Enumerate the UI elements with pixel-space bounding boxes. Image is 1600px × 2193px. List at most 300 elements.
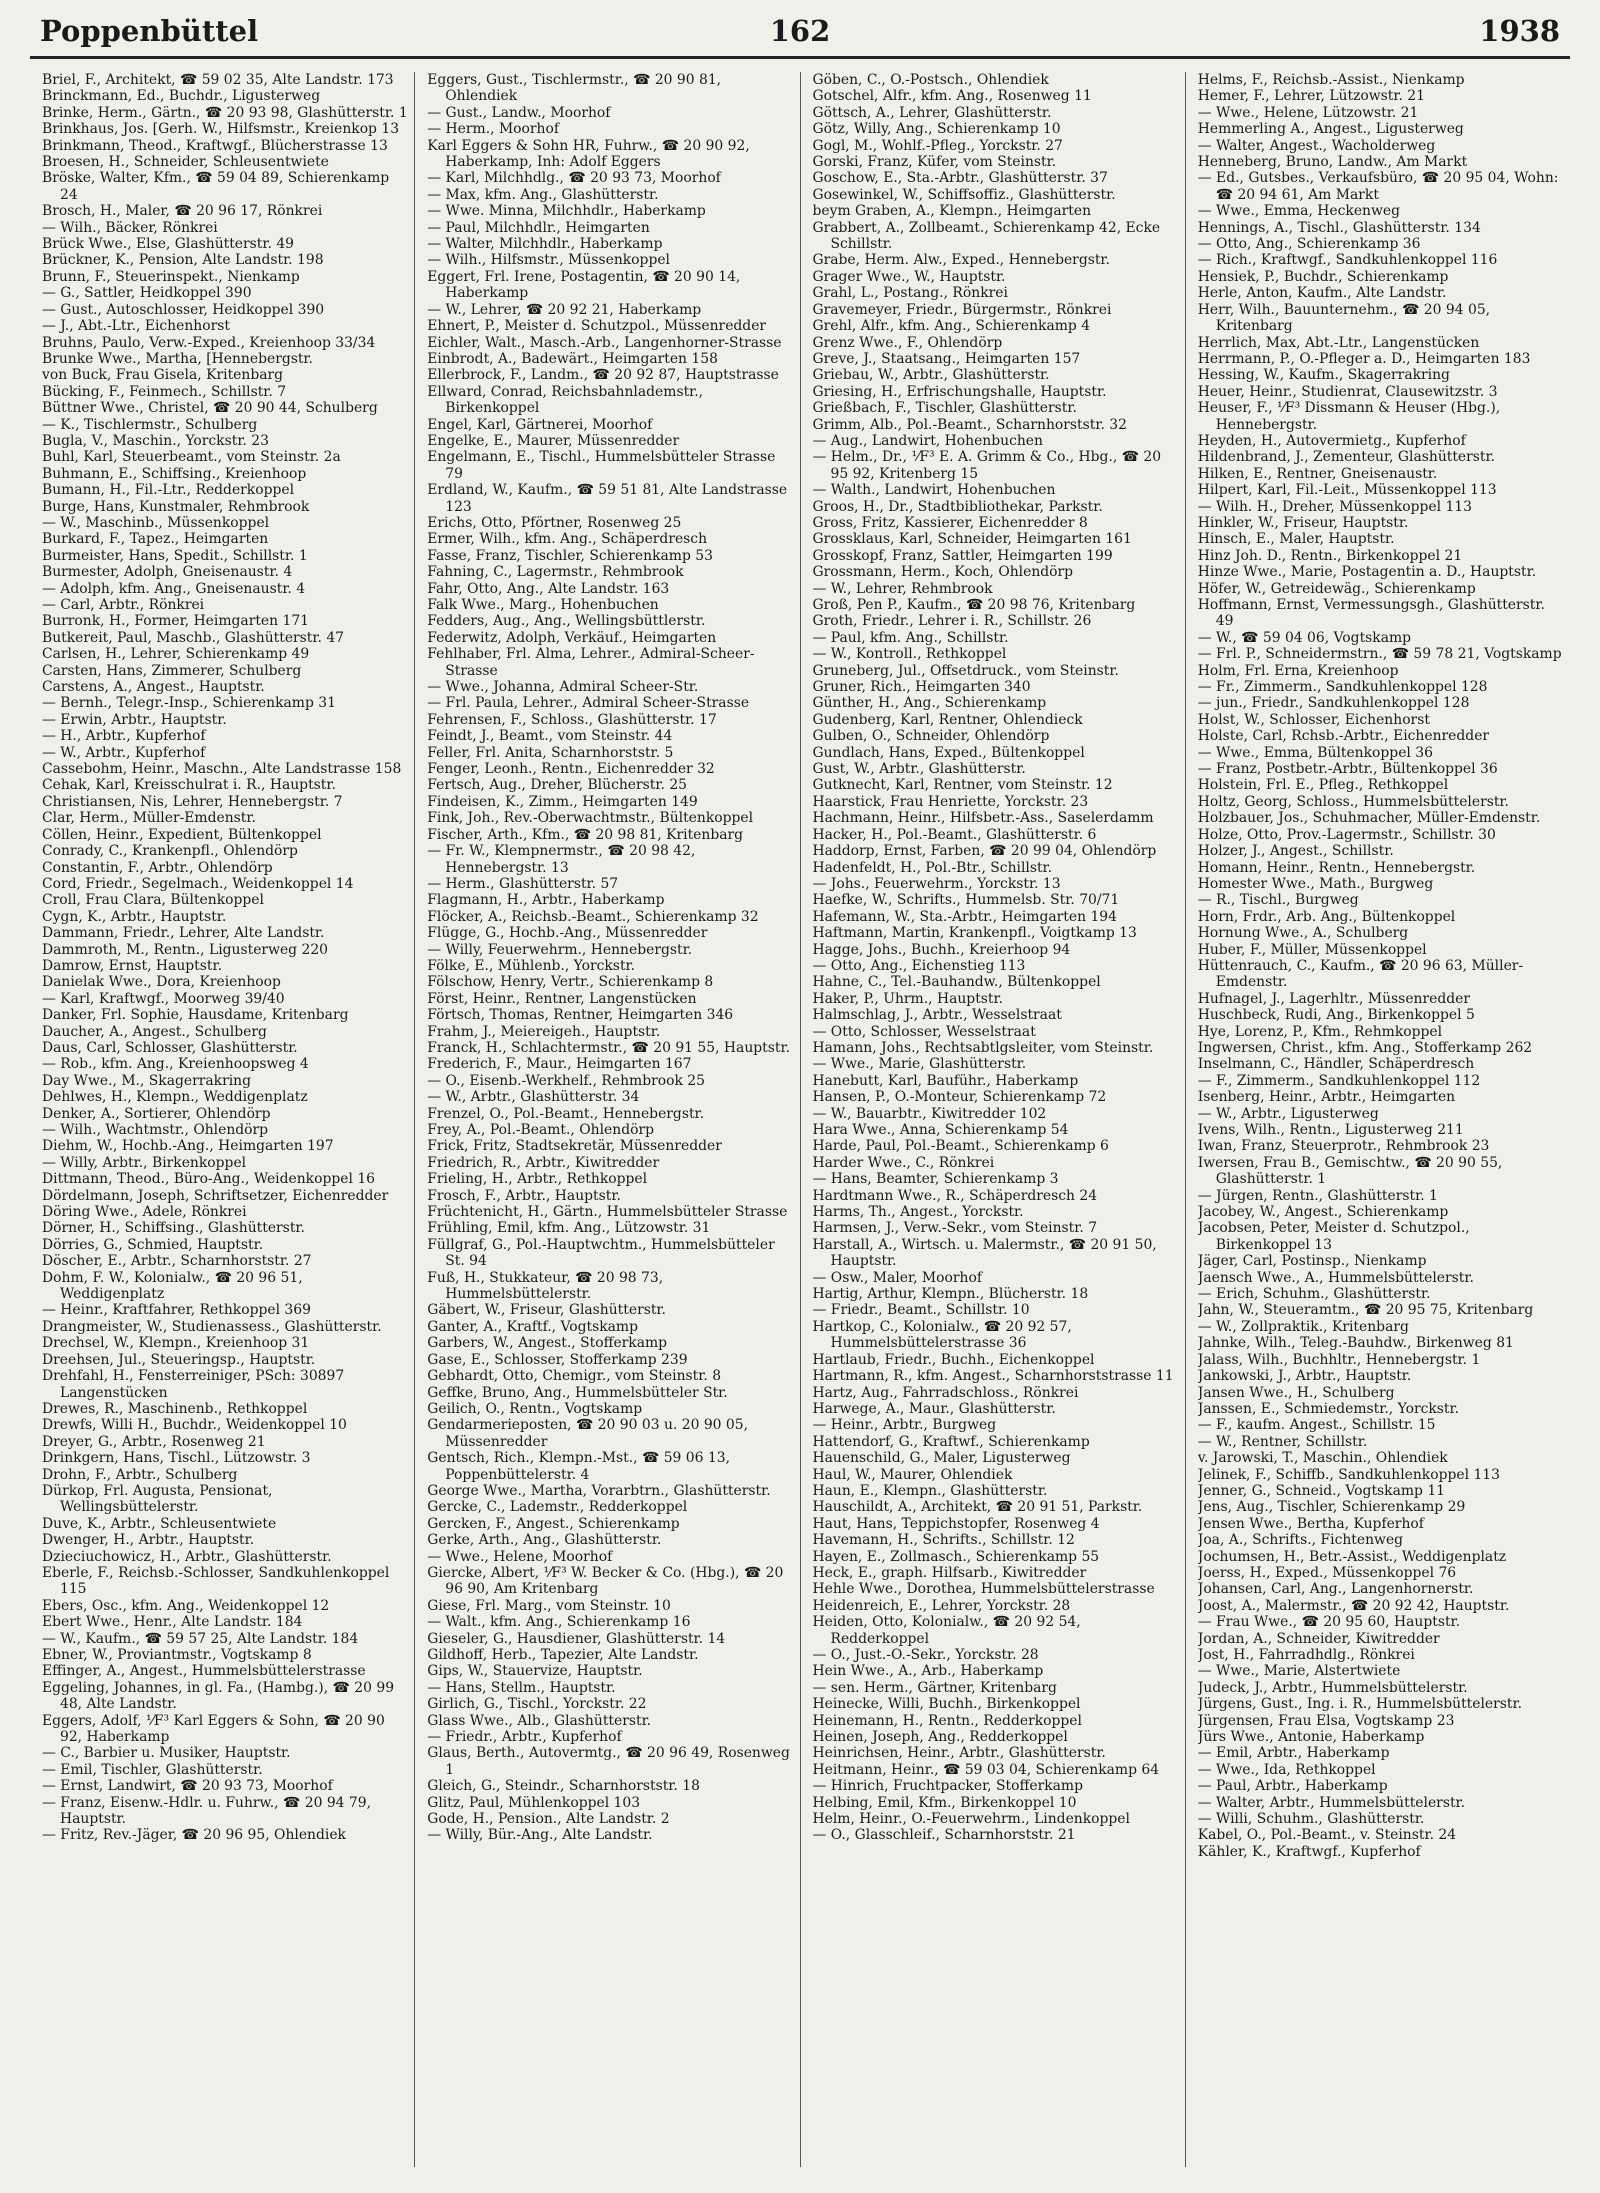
directory-entry: — Johs., Feuerwehrm., Yorckstr. 13 [812,875,1061,892]
directory-entry: Holm, Frl. Erna, Kreienhoop [1197,662,1399,679]
directory-entry: Homann, Heinr., Rentn., Hennebergstr. [1197,859,1476,876]
directory-entry: Burmeister, Hans, Spedit., Schillstr. 1 [42,547,308,564]
directory-entry: Conrady, C., Krankenpfl., Ohlendörp [42,843,298,860]
directory-entry: Hahne, C., Tel.-Bauhandw., Bültenkoppel [812,974,1101,991]
directory-entry: Day Wwe., M., Skagerrakring [42,1072,252,1089]
directory-entry: Helm, Heinr., O.-Feuerwehrm., Lindenkoppel [812,1811,1130,1828]
directory-entry: Croll, Frau Clara, Bültenkoppel [42,892,264,909]
directory-entry: — jun., Friedr., Sandkuhlenkoppel 128 [1197,695,1470,712]
directory-entry: Helbing, Emil, Kfm., Birkenkoppel 10 [812,1794,1077,1811]
directory-entry: Harder Wwe., C., Rönkrei [812,1154,995,1171]
directory-entry: Höfer, W., Getreidewäg., Schierenkamp [1197,580,1476,597]
directory-entry: Horn, Frdr., Arb. Ang., Bültenkoppel [1197,908,1456,925]
directory-entry: Gendarmerieposten, ☎ 20 90 03 u. 20 90 05, Müssenredder [427,1417,749,1450]
directory-entry: — W., Rentner, Schillstr. [1197,1433,1368,1450]
directory-entry: Hemmerling A., Angest., Ligusterweg [1197,121,1464,138]
directory-entry: — Otto, Ang., Eichenstieg 113 [812,957,1026,974]
place-name: Poppenbüttel [40,14,259,48]
directory-entry: Dohm, F. W., Kolonialw., ☎ 20 96 51, Weddigenplatz [42,1269,303,1303]
directory-entry: Janssen, E., Schmiedemstr., Yorckstr. [1197,1400,1460,1417]
directory-entry: — Heinr., Kraftfahrer, Rethkoppel 369 [42,1302,311,1319]
directory-entry: Hufnagel, J., Lagerhltr., Müssenredder [1197,990,1470,1007]
directory-entry: Eggert, Frl. Irene, Postagentin, ☎ 20 90 14, Haberkamp [427,268,741,302]
directory-entry: Hardtmann Wwe., R., Schäperdresch 24 [812,1187,1098,1204]
directory-entry: Carstens, A., Angest., Hauptstr. [42,679,265,696]
directory-entry: Inselmann, C., Händler, Schäperdresch [1197,1056,1475,1073]
directory-entry: Brunke Wwe., Martha, [Hennebergstr. [42,350,313,367]
directory-entry: Girlich, G., Tischl., Yorckstr. 22 [427,1696,647,1713]
directory-entry: Hauschildt, A., Architekt, ☎ 20 91 51, Parkstr. [812,1499,1143,1516]
directory-entry: Grenz Wwe., F., Ohlendörp [812,334,1003,351]
directory-entry: — Wwe. Minna, Milchhdlr., Haberkamp [427,203,706,220]
directory-entry: Dammann, Friedr., Lehrer, Alte Landstr. [42,925,325,942]
directory-entry: Brinke, Herm., Gärtn., ☎ 20 93 98, Glashütterstr. 1 [42,104,408,121]
directory-entry: — K., Tischlermstr., Schulberg [42,416,258,433]
directory-entry: Jochumsen, H., Betr.-Assist., Weddigenplatz [1197,1548,1507,1565]
directory-entry: — W., Maschinb., Müssenkoppel [42,514,270,531]
directory-entry: Ganter, A., Kraftf., Vogtskamp [427,1318,638,1335]
directory-entry: Herrmann, P., O.-Pfleger a. D., Heimgarten 183 [1197,350,1531,367]
directory-entry: — Osw., Maler, Moorhof [812,1269,982,1286]
directory-entry: Götz, Willy, Ang., Schierenkamp 10 [812,121,1061,138]
directory-entry: Feindt, J., Beamt., vom Steinstr. 44 [427,728,673,745]
directory-entry: — Wwe., Marie, Alstertwiete [1197,1663,1401,1680]
directory-entry: Bumann, H., Fil.-Ltr., Redderkoppel [42,482,295,499]
directory-entry: Drehfahl, H., Fensterreiniger, PSch: 30897 Langenstücken [42,1368,345,1401]
directory-entry: Grießbach, F., Tischler, Glashütterstr. [812,400,1077,417]
directory-entry: Dehlwes, H., Klempn., Weddigenplatz [42,1089,308,1106]
directory-entry: Förtsch, Thomas, Rentner, Heimgarten 346 [427,1007,734,1024]
directory-entry: Heidenreich, E., Lehrer, Yorckstr. 28 [812,1597,1071,1614]
directory-entry: — Wwe., Helene, Lützowstr. 21 [1197,104,1419,121]
directory-entry: — Carl, Arbtr., Rönkrei [42,597,205,613]
directory-entry: Haun, E., Klempn., Glashütterstr. [812,1482,1048,1499]
directory-entry: Dammroth, M., Rentn., Ligusterweg 220 [42,941,328,958]
directory-entry: — W., Bauarbtr., Kiwitredder 102 [812,1105,1047,1122]
directory-entry: Eberle, F., Reichsb.-Schlosser, Sandkuhlenkoppel 115 [42,1564,390,1598]
directory-entry: Harmsen, J., Verw.-Sekr., vom Steinstr. 7 [812,1220,1098,1237]
directory-entry: Gruner, Rich., Heimgarten 340 [812,679,1031,696]
directory-entry: Gäbert, W., Friseur, Glashütterstr. [427,1302,666,1319]
directory-entry: Gotschel, Alfr., kfm. Ang., Rosenweg 11 [812,88,1092,105]
directory-entry: Grossklaus, Karl, Schneider, Heimgarten 161 [812,531,1132,548]
directory-entry: Hüttenrauch, C., Kaufm., ☎ 20 96 63, Müller-Emdenstr. [1197,957,1524,991]
directory-entry: Gundlach, Hans, Exped., Bültenkoppel [812,744,1085,761]
directory-entry: Falk Wwe., Marg., Hohenbuchen [427,597,659,613]
directory-entry: Butkereit, Paul, Maschb., Glashütterstr. 47 [42,629,345,646]
directory-entry: Holtz, Georg, Schloss., Hummelsbüttelerstr. [1197,793,1509,810]
directory-entry: Dördelmann, Joseph, Schriftsetzer, Eichenredder [42,1187,389,1204]
directory-entry: Heinen, Joseph, Ang., Redderkoppel [812,1729,1068,1746]
directory-entry: Hildenbrand, J., Zementeur, Glashütterstr. [1197,449,1496,466]
directory-entry: Gust, W., Arbtr., Glashütterstr. [812,761,1026,778]
directory-entry: Dreehsen, Jul., Steueringsp., Hauptstr. [42,1351,316,1368]
directory-entry: Jürs Wwe., Antonie, Haberkamp [1197,1729,1425,1746]
directory-entry: Holzbauer, Jos., Schuhmacher, Müller-Emdenstr. [1197,810,1541,827]
directory-entry: Ellerbrock, F., Landm., ☎ 20 92 87, Hauptstrasse [427,367,779,384]
directory-entry: — Karl, Kraftwgf., Moorweg 39/40 [42,990,285,1007]
directory-entry: Dürkop, Frl. Augusta, Pensionat, Wellingsbüttelerstr. [42,1482,273,1516]
directory-entry: Griesing, H., Erfrischungshalle, Hauptstr. [812,383,1107,400]
directory-entry: — W., Arbtr., Kupferhof [42,744,206,761]
directory-entry: — C., Barbier u. Musiker, Hauptstr. [42,1745,291,1762]
directory-entry: Denker, A., Sortierer, Ohlendörp [42,1105,271,1122]
directory-entry: Greve, J., Staatsang., Heimgarten 157 [812,350,1081,367]
directory-entry: Jürgensen, Frau Elsa, Vogtskamp 23 [1197,1712,1455,1729]
directory-entry: Döscher, E., Arbtr., Scharnhorststr. 27 [42,1253,312,1270]
directory-entry: — Walter, Angest., Wacholderweg [1197,137,1436,154]
directory-entry: Damrow, Ernst, Hauptstr. [42,957,222,974]
directory-entry: Hamann, Johs., Rechtsabtlgsleiter, vom Steinstr. [812,1039,1154,1056]
directory-entry: — Wilh., Hilfsmstr., Müssenkoppel [427,252,670,269]
directory-entry: — Rob., kfm. Ang., Kreienhoopsweg 4 [42,1056,309,1073]
directory-entry: Gildhoff, Herb., Tapezier, Alte Landstr. [427,1647,699,1663]
directory-entry: Buhmann, E., Schiffsing., Kreienhoop [42,465,307,482]
directory-entry: Gosewinkel, W., Schiffsoffiz., Glashütterstr. [812,186,1116,203]
directory-entry: — Erwin, Arbtr., Hauptstr. [42,711,227,728]
directory-entry: — Herm., Moorhof [427,121,559,138]
directory-entry: Cygn, K., Arbtr., Hauptstr. [42,908,227,925]
directory-entry: — Wwe., Marie, Glashütterstr. [812,1056,1027,1073]
directory-entry: — Franz, Postbetr.-Arbtr., Bültenkoppel 36 [1197,761,1498,778]
directory-entry: Frahm, J., Meiereigeh., Hauptstr. [427,1023,661,1040]
directory-entry: — Fr. W., Klempnermstr., ☎ 20 98 42, Hennebergstr. 13 [427,843,696,876]
directory-entry: Brinkhaus, Jos. [Gerh. W., Hilfsmstr., Kreienkop 13 [42,121,400,138]
directory-entry: Drinkgern, Hans, Tischl., Lützowstr. 3 [42,1450,311,1467]
directory-entry: Giese, Frl. Marg., vom Steinstr. 10 [427,1597,671,1614]
directory-entry: Hoffmann, Ernst, Vermessungsgh., Glashütterstr. 49 [1197,597,1545,630]
directory-entry: Burmester, Adolph, Gneisenaustr. 4 [42,564,293,581]
directory-entry: Huber, F., Müller, Müssenkoppel [1197,941,1427,958]
directory-entry: Harstall, A., Wirtsch. u. Malermstr., ☎ 20 91 50, Hauptstr. [812,1236,1157,1270]
directory-entry: Homester Wwe., Math., Burgweg [1197,875,1434,892]
directory-entry: — Willi, Schuhm., Glashütterstr. [1197,1811,1425,1828]
directory-entry: Haul, W., Maurer, Ohlendiek [812,1466,1013,1483]
directory-entry: Helms, F., Reichsb.-Assist., Nienkamp [1197,72,1465,88]
directory-entry: Grossmann, Herm., Koch, Ohlendörp [812,564,1074,581]
directory-entry: Flagmann, H., Arbtr., Haberkamp [427,892,665,909]
directory-entry: Frosch, F., Arbtr., Hauptstr. [427,1187,621,1204]
directory-entry: Ellward, Conrad, Reichsbahnlademstr., Birkenkoppel [427,383,704,417]
directory-entry: Grahl, L., Postang., Rönkrei [812,285,1008,302]
directory-entry: Bröske, Walter, Kfm., ☎ 59 04 89, Schierenkamp 24 [42,170,390,203]
directory-entry: — Wwe., Helene, Moorhof [427,1548,613,1565]
directory-entry: Hilpert, Karl, Fil.-Leit., Müssenkoppel 113 [1197,482,1497,499]
directory-entry: Fahning, C., Lagermstr., Rehmbrook [427,564,684,581]
directory-entry: — W., Lehrer, ☎ 20 92 21, Haberkamp [427,301,702,318]
directory-entry: — Wwe., Ida, Rethkoppel [1197,1761,1376,1778]
directory-entry: — Otto, Schlosser, Wesselstraat [812,1023,1036,1040]
directory-entry: — Franz, Eisenw.-Hdlr. u. Fuhrw., ☎ 20 94 79, Hauptstr. [42,1794,372,1828]
directory-entry: Ivens, Wilh., Rentn., Ligusterweg 211 [1197,1122,1464,1138]
directory-entry: Gase, E., Schlosser, Stofferkamp 239 [427,1351,688,1368]
directory-entry: Hartlaub, Friedr., Buchh., Eichenkoppel [812,1351,1095,1368]
directory-entry: Heinrichsen, Heinr., Arbtr., Glashütterstr. [812,1745,1106,1762]
directory-entry: Frieling, H., Arbtr., Rethkoppel [427,1171,648,1188]
directory-entry: — Jürgen, Rentn., Glashütterstr. 1 [1197,1187,1438,1204]
directory-entry: Haddorp, Ernst, Farben, ☎ 20 99 04, Ohlendörp [812,843,1157,860]
directory-entry: Franck, H., Schlachtermstr., ☎ 20 91 55, Hauptstr. [427,1039,790,1056]
directory-entry: Bücking, F., Feinmech., Schillstr. 7 [42,383,287,400]
directory-entry: Jankowski, J., Arbtr., Hauptstr. [1197,1368,1412,1385]
directory-entry: Jahn, W., Steueramtm., ☎ 20 95 75, Kritenbarg [1197,1302,1534,1319]
directory-entry: Constantin, F., Arbtr., Ohlendörp [42,859,273,876]
directory-entry: Friedrich, R., Arbtr., Kiwitredder [427,1154,660,1171]
directory-entry: Hinsch, E., Maler, Hauptstr. [1197,531,1395,548]
directory-entry: Fölke, E., Mühlenb., Yorckstr. [427,957,636,974]
directory-entry: Feller, Frl. Anita, Scharnhorststr. 5 [427,744,674,761]
directory-entry: Dörries, G., Schmied, Hauptstr. [42,1236,264,1253]
directory-entry: Herr, Wilh., Bauunternehm., ☎ 20 94 05, Kritenbarg [1197,301,1491,335]
directory-entry: Garbers, W., Angest., Stofferkamp [427,1335,668,1352]
directory-entry: Findeisen, K., Zimm., Heimgarten 149 [427,793,698,810]
directory-entry: — Walt., kfm. Ang., Schierenkamp 16 [427,1614,691,1631]
directory-entry: Göben, C., O.-Postsch., Ohlendiek [812,72,1049,88]
directory-entry: Jordan, A., Schneider, Kiwitredder [1197,1630,1440,1647]
directory-entry: — Hinrich, Fruchtpacker, Stofferkamp [812,1778,1083,1795]
directory-entry: Groth, Friedr., Lehrer i. R., Schillstr. 26 [812,613,1092,630]
directory-entry: Danielak Wwe., Dora, Kreienhoop [42,974,281,991]
directory-entry: Heyden, H., Autovermietg., Kupferhof [1197,432,1466,449]
directory-entry: — Walter, Milchhdlr., Haberkamp [427,236,663,253]
directory-entry: Fehrensen, F., Schloss., Glashütterstr. 17 [427,711,717,728]
directory-entry: Eggers, Adolf, ⅟F³ Karl Eggers & Sohn, ☎ 20 90 92, Haberkamp [42,1712,385,1746]
directory-entry: — Helm., Dr., ⅟F³ E. A. Grimm & Co., Hbg., ☎ 20 95 92, Kritenberg 15 [812,449,1162,482]
directory-entry: — W., ☎ 59 04 06, Vogtskamp [1197,629,1412,646]
directory-entry: Grehl, Alfr., kfm. Ang., Schierenkamp 4 [812,318,1091,335]
directory-entry: — Herm., Glashütterstr. 57 [427,875,619,892]
directory-entry: Judeck, J., Arbtr., Hummelsbüttelerstr. [1197,1679,1468,1696]
directory-entry: Daus, Carl, Schlosser, Glashütterstr. [42,1039,298,1056]
directory-entry: — J., Abt.-Ltr., Eichenhorst [42,318,230,335]
directory-entry: Heuer, Heinr., Studienrat, Clausewitzstr. 3 [1197,383,1498,400]
directory-entry: — Erich, Schuhm., Glashütterstr. [1197,1286,1431,1303]
directory-entry: — Frl. P., Schneidermstrn., ☎ 59 78 21, Vogtskamp [1197,646,1562,663]
directory-entry: Gogl, M., Wohlf.-Pfleg., Yorckstr. 27 [812,137,1063,154]
directory-entry: Engel, Karl, Gärtnerei, Moorhof [427,416,653,433]
directory-entry: Hacker, H., Pol.-Beamt., Glashütterstr. 6 [812,826,1097,843]
directory-entry: Carsten, Hans, Zimmerer, Schulberg [42,662,302,679]
directory-entry: — Willy, Bür.-Ang., Alte Landstr. [427,1827,653,1844]
directory-entry: Joa, A., Schrifts., Fichtenweg [1197,1532,1404,1549]
directory-entry: Christiansen, Nis, Lehrer, Hennebergstr. 7 [42,793,343,810]
directory-entry: Hafemann, W., Sta.-Arbtr., Heimgarten 194 [812,908,1117,925]
directory-entry: Drechsel, W., Klempn., Kreienhoop 31 [42,1335,310,1352]
directory-entry: Cassebohm, Heinr., Maschn., Alte Landstrasse 158 [42,761,402,778]
directory-entry: — Frl. Paula, Lehrer., Admiral Scheer-Strasse [427,695,750,712]
directory-entry: Jost, H., Fahrradhdlg., Rönkrei [1197,1647,1415,1663]
directory-entry: Eggeling, Johannes, in gl. Fa., (Hambg.), ☎ 20 99 48, Alte Landstr. [42,1679,395,1713]
directory-entry: Burronk, H., Former, Heimgarten 171 [42,613,310,630]
directory-entry: Gross, Fritz, Kassierer, Eichenredder 8 [812,514,1088,531]
directory-entry: Gerke, Arth., Ang., Glashütterstr. [427,1532,662,1549]
directory-entry: Ebers, Osc., kfm. Ang., Weidenkoppel 12 [42,1597,330,1614]
directory-entry: Hartig, Arthur, Klempn., Blücherstr. 18 [812,1286,1089,1303]
directory-entry: Hayen, E., Zollmasch., Schierenkamp 55 [812,1548,1100,1565]
directory-entry: Cord, Friedr., Segelmach., Weidenkoppel 14 [42,875,354,892]
directory-entry: Groos, H., Dr., Stadtbibliothekar, Parkstr. [812,498,1103,515]
directory-entry: Brinkmann, Theod., Kraftwgf., Blücherstrasse 13 [42,137,388,154]
directory-entry: Erdland, W., Kaufm., ☎ 59 51 81, Alte Landstrasse 123 [427,482,788,515]
directory-entry: Hennings, A., Tischl., Glashütterstr. 134 [1197,219,1481,236]
directory-entry: Först, Heinr., Rentner, Langenstücken [427,990,697,1007]
directory-entry: Drewes, R., Maschinenb., Rethkoppel [42,1400,308,1417]
directory-entry: George Wwe., Martha, Vorarbtrn., Glashütterstr. [427,1482,771,1499]
directory-entry: — Paul, kfm. Ang., Schillstr. [812,629,1009,646]
directory-entry: Hartz, Aug., Fahrradschloss., Rönkrei [812,1384,1079,1401]
directory-entry: Harde, Paul, Pol.-Beamt., Schierenkamp 6 [812,1138,1109,1155]
directory-entry: Kähler, K., Kraftwgf., Kupferhof [1197,1843,1421,1860]
directory-entry: Hehle Wwe., Dorothea, Hummelsbüttelerstrasse [812,1581,1155,1598]
directory-entry: Erichs, Otto, Pförtner, Rosenweg 25 [427,514,682,531]
directory-entry: — H., Arbtr., Kupferhof [42,728,206,745]
directory-entry: Duve, K., Arbtr., Schleusentwiete [42,1515,277,1532]
directory-entry: Frühling, Emil, kfm. Ang., Lützowstr. 31 [427,1220,711,1237]
directory-entry: Eichler, Walt., Masch.-Arb., Langenhorner-Strasse [427,334,782,351]
directory-entry: Glaus, Berth., Autovermtg., ☎ 20 96 49, Rosenweg 1 [427,1745,790,1778]
directory-entry: Hessing, W., Kaufm., Skagerrakring [1197,367,1450,384]
directory-entry: Jürgens, Gust., Ing. i. R., Hummelsbüttelerstr. [1197,1696,1523,1713]
directory-entry: Hansen, P., O.-Monteur, Schierenkamp 72 [812,1089,1107,1106]
directory-entry: Hinze Wwe., Marie, Postagentin a. D., Hauptstr. [1197,564,1537,581]
directory-entry: Ebner, W., Proviantmstr., Vogtskamp 8 [42,1647,312,1663]
directory-entry: — Karl, Milchhdlg., ☎ 20 93 73, Moorhof [427,170,721,187]
directory-entry: — Emil, Tischler, Glashütterstr. [42,1761,263,1778]
directory-entry: Füllgraf, G., Pol.-Hauptwchtm., Hummelsbütteler St. 94 [427,1236,775,1270]
directory-entry: — Ernst, Landwirt, ☎ 20 93 73, Moorhof [42,1778,333,1795]
directory-entry: Hinkler, W., Friseur, Hauptstr. [1197,514,1409,531]
directory-entry: — W., Lehrer, Rehmbrook [812,580,993,597]
directory-entry: — W., Zollpraktik., Kritenbarg [1197,1318,1409,1335]
directory-entry: — Ed., Gutsbes., Verkaufsbüro, ☎ 20 95 04, Wohn: ☎ 20 94 61, Am Markt [1197,170,1559,203]
directory-entry: Hadenfeldt, H., Pol.-Btr., Schillstr. [812,859,1053,876]
directory-entry: — sen. Herm., Gärtner, Kritenbarg [812,1679,1057,1696]
directory-entry: Iwersen, Frau B., Gemischtw., ☎ 20 90 55, Glashütterstr. 1 [1197,1154,1503,1188]
directory-entry: Heitmann, Heinr., ☎ 59 03 04, Schierenkamp 64 [812,1761,1160,1778]
directory-entry: Holste, Carl, Rchsb.-Arbtr., Eichenredder [1197,728,1490,745]
directory-entry: — Wilh., Bäcker, Rönkrei [42,219,218,236]
directory-entry: Diehm, W., Hochb.-Ang., Heimgarten 197 [42,1138,334,1155]
directory-entry: — Paul, Arbtr., Haberkamp [1197,1778,1388,1795]
directory-entry: Haefke, W., Schrifts., Hummelsb. Str. 70/71 [812,892,1120,909]
directory-entry: Frederich, F., Maur., Heimgarten 167 [427,1056,692,1073]
directory-entry: Ehnert, P., Meister d. Schutzpol., Müssenredder [427,318,767,335]
directory-entry: Gebhardt, Otto, Chemigr., vom Steinstr. 8 [427,1368,722,1385]
directory-entry: — O., Glasschleif., Scharnhorststr. 21 [812,1827,1076,1844]
directory-entry: Frey, A., Pol.-Beamt., Ohlendörp [427,1122,654,1138]
directory-entry: Holze, Otto, Prov.-Lagermstr., Schillstr. 30 [1197,826,1496,843]
directory-entry: Hensiek, P., Buchdr., Schierenkamp [1197,268,1449,285]
directory-entry: Hartmann, R., kfm. Angest., Scharnhorststrasse 11 [812,1368,1174,1385]
directory-entry: — Wwe., Emma, Bültenkoppel 36 [1197,744,1433,761]
directory-entry: Hartkop, C., Kolonialw., ☎ 20 92 57, Hummelsbüttelerstrasse 36 [812,1318,1072,1352]
directory-entry: — Otto, Ang., Schierenkamp 36 [1197,236,1421,253]
directory-entry: Brückner, K., Pension, Alte Landstr. 198 [42,252,324,269]
directory-entry: Kabel, O., Pol.-Beamt., v. Steinstr. 24 [1197,1827,1457,1844]
directory-entry: Henneberg, Bruno, Landw., Am Markt [1197,154,1468,171]
directory-entry: Cehak, Karl, Kreisschulrat i. R., Hauptstr. [42,777,336,794]
directory-entry: Brunn, F., Steuerinspekt., Nienkamp [42,268,300,285]
directory-entry: Brosch, H., Maler, ☎ 20 96 17, Rönkrei [42,203,323,220]
directory-entry: — F., kaufm. Angest., Schillstr. 15 [1197,1417,1436,1434]
directory-entry: Fuß, H., Stukkateur, ☎ 20 98 73, Hummelsbüttelerstr. [427,1269,664,1303]
directory-entry: Broesen, H., Schneider, Schleusentwiete [42,154,329,171]
directory-entry: Jens, Aug., Tischler, Schierenkamp 29 [1197,1499,1466,1516]
directory-entry: Hagge, Johs., Buchh., Kreierhoop 94 [812,941,1071,958]
directory-entry: Groß, Pen P., Kaufm., ☎ 20 98 76, Kritenbarg [812,597,1136,613]
directory-entry: Gudenberg, Karl, Rentner, Ohlendieck [812,711,1083,728]
directory-entry: Grosskopf, Franz, Sattler, Heimgarten 199 [812,547,1113,564]
directory-entry: — Frau Wwe., ☎ 20 95 60, Hauptstr. [1197,1614,1461,1631]
directory-entry: Glitz, Paul, Mühlenkoppel 103 [427,1794,641,1811]
directory-entry: Grabbert, A., Zollbeamt., Schierenkamp 42, Ecke Schillstr. [812,219,1161,253]
directory-entry: Dzieciuchowicz, H., Arbtr., Glashütterstr. [42,1548,332,1565]
directory-entry: — Fr., Zimmerm., Sandkuhlenkoppel 128 [1197,679,1488,696]
directory-entry: Drohn, F., Arbtr., Schulberg [42,1466,238,1483]
directory-entry: Jalass, Wilh., Buchhltr., Hennebergstr. 1 [1197,1351,1481,1368]
directory-entry: Heinecke, Willi, Buchh., Birkenkoppel [812,1696,1081,1713]
directory-entry: Holst, W., Schlosser, Eichenhorst [1197,711,1430,728]
directory-entry: Hauenschild, G., Maler, Ligusterweg [812,1450,1071,1467]
directory-entry: Holstein, Frl. E., Pfleg., Rethkoppel [1197,777,1449,794]
directory-entry: Brinckmann, Ed., Buchdr., Ligusterweg [42,88,321,105]
directory-entry: Havemann, H., Schrifts., Schillstr. 12 [812,1532,1075,1549]
directory-entry: — F., Zimmerm., Sandkuhlenkoppel 112 [1197,1072,1481,1089]
directory-entry: Ebert Wwe., Henr., Alte Landstr. 184 [42,1614,303,1631]
directory-columns [42,72,1570,2167]
directory-entry: — R., Tischl., Burgweg [1197,892,1359,909]
directory-entry: Dwenger, H., Arbtr., Hauptstr. [42,1532,255,1549]
directory-entry: Heck, E., graph. Hilfsarb., Kiwitredder [812,1564,1087,1581]
directory-entry: — Hans, Stellm., Hauptstr. [427,1679,616,1696]
directory-entry: — Heinr., Arbtr., Burgweg [812,1417,997,1434]
directory-entry: Glass Wwe., Alb., Glashütterstr. [427,1712,652,1729]
directory-entry: Joost, A., Malermstr., ☎ 20 92 42, Hauptstr. [1197,1597,1510,1614]
directory-entry: Engelmann, E., Tischl., Hummelsbütteler Strasse 79 [427,449,776,482]
directory-entry: Drangmeister, W., Studienassess., Glashütterstr. [42,1318,382,1335]
directory-entry: Heiden, Otto, Kolonialw., ☎ 20 92 54, Redderkoppel [812,1614,1081,1647]
directory-entry: Haftmann, Martin, Krankenpfl., Voigtkamp 13 [812,925,1137,942]
directory-entry: Fehlhaber, Frl. Alma, Lehrer., Admiral-Scheer-Strasse [427,646,755,679]
column-3 [813,72,1186,2167]
directory-entry: Grabe, Herm. Alw., Exped., Hennebergstr. [812,252,1110,269]
directory-entry: Giercke, Albert, ⅟F³ W. Becker & Co. (Hbg.), ☎ 20 96 90, Am Kritenbarg [427,1564,784,1598]
directory-entry: — Gust., Landw., Moorhof [427,104,611,121]
directory-entry: — W., Kontroll., Rethkoppel [812,646,1007,663]
directory-entry: Büttner Wwe., Christel, ☎ 20 90 44, Schulberg [42,400,378,417]
directory-entry: Dittmann, Theod., Büro-Ang., Weidenkoppel 16 [42,1171,376,1188]
column-4 [1198,72,1570,2167]
directory-entry: Hanebutt, Karl, Bauführ., Haberkamp [812,1072,1079,1089]
directory-entry: — Emil, Arbtr., Haberkamp [1197,1745,1390,1762]
directory-entry: Eggers, Gust., Tischlermstr., ☎ 20 90 81, Ohlendiek [427,72,722,105]
directory-entry: Gips, W., Stauervize, Hauptstr. [427,1663,643,1680]
directory-entry: — Paul, Milchhdlr., Heimgarten [427,219,650,236]
directory-entry: Haut, Hans, Teppichstopfer, Rosenweg 4 [812,1515,1100,1532]
directory-entry: Gentsch, Rich., Klempn.-Mst., ☎ 59 06 13, Poppenbüttelerstr. 4 [427,1450,730,1483]
directory-entry: Hara Wwe., Anna, Schierenkamp 54 [812,1122,1069,1138]
directory-entry: Haarstick, Frau Henriette, Yorckstr. 23 [812,793,1089,810]
directory-entry: — W., Kaufm., ☎ 59 57 25, Alte Landstr. 184 [42,1630,359,1647]
directory-entry: Dörner, H., Schiffsing., Glashütterstr. [42,1220,305,1237]
directory-entry: Döring Wwe., Adele, Rönkrei [42,1204,247,1221]
directory-entry: Cöllen, Heinr., Expedient, Bültenkoppel [42,826,322,843]
directory-entry: Hein Wwe., A., Arb., Haberkamp [812,1663,1044,1680]
directory-entry: Flügge, G., Hochb.-Ang., Müssenredder [427,925,708,942]
directory-entry: — Wwe., Emma, Heckenweg [1197,203,1400,220]
directory-entry: Gercke, C., Lademstr., Redderkoppel [427,1499,688,1516]
directory-entry: — Willy, Feuerwehrm., Hennebergstr. [427,941,693,958]
